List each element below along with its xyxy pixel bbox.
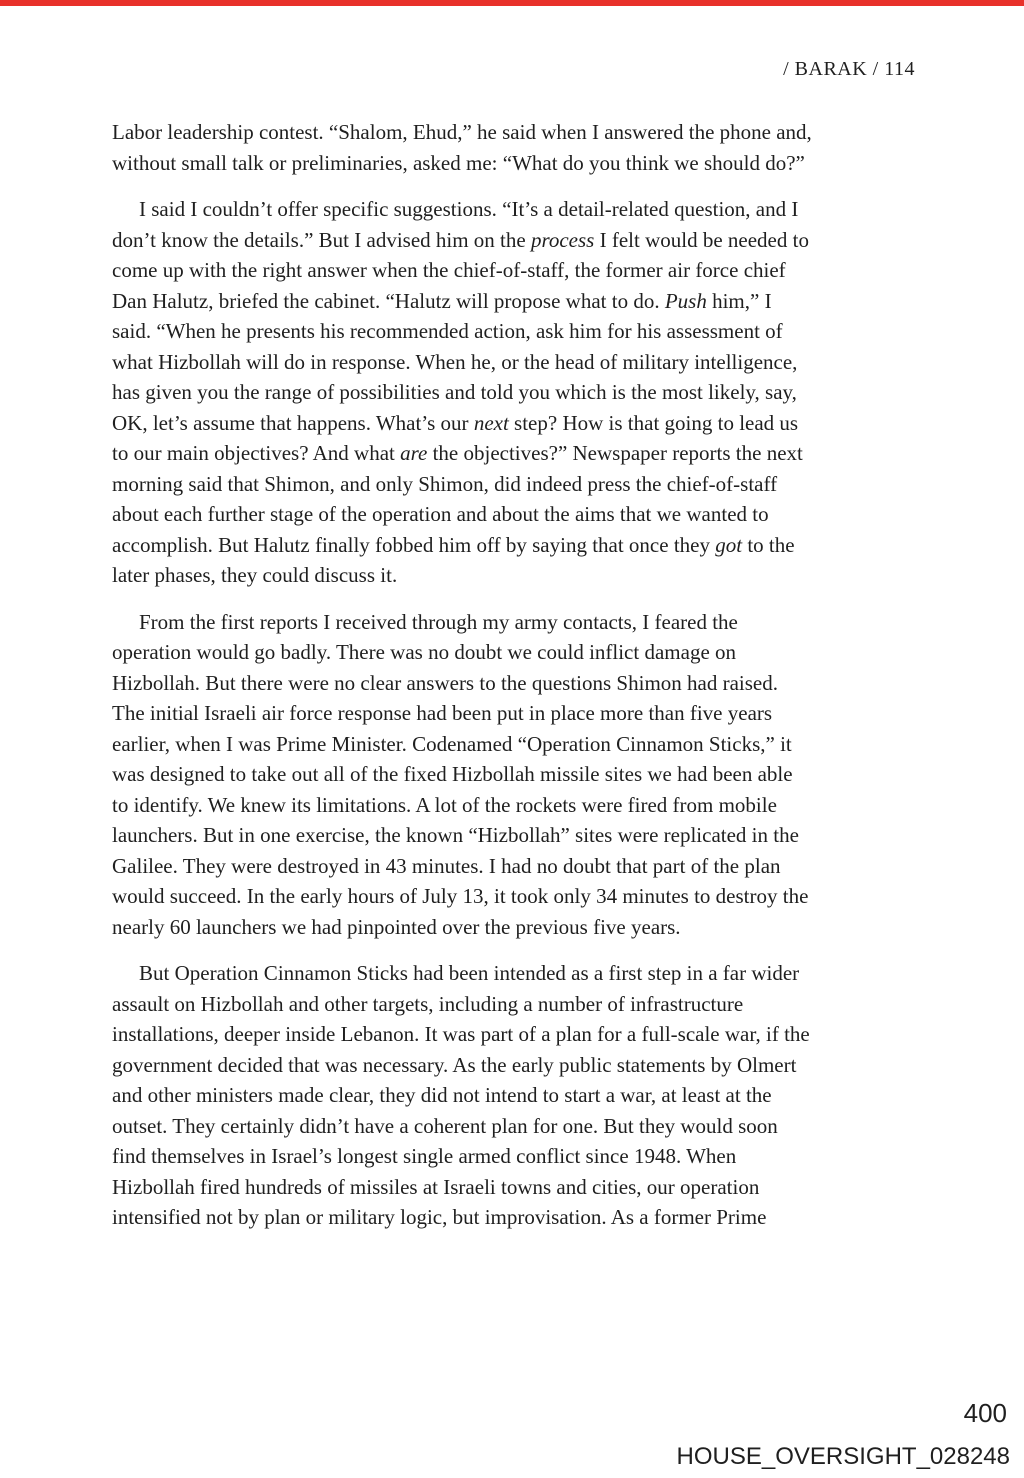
text-line <box>112 1172 918 1203</box>
text-segment: step? How is that going to lead us <box>508 410 799 435</box>
text-line <box>112 912 918 943</box>
text-line <box>112 347 918 378</box>
text-segment: assault on Hizbollah and other targets, including a number of infrastructure <box>112 991 744 1016</box>
text-segment: Labor leadership contest. “Shalom, Ehud,” he said when I answered the phone and, <box>112 120 812 144</box>
text-line <box>112 607 918 638</box>
text-segment: OK, let’s assume that happens. What’s our <box>112 410 474 435</box>
text-line <box>112 117 918 148</box>
text-segment: find themselves in Israel’s longest single armed conflict since 1948. When <box>112 1144 737 1168</box>
text-segment: Hizbollah. But there were no clear answers to the questions Shimon had raised. <box>112 670 778 695</box>
paragraph <box>112 194 918 591</box>
document-body <box>112 117 918 1249</box>
text-segment: morning said that Shimon, and only Shimon, did indeed press the chief-of-staff <box>112 471 778 496</box>
text-line <box>112 530 918 561</box>
text-segment: him,” I <box>706 288 772 313</box>
text-segment: about each further stage of the operation and about the aims that we wanted to <box>112 502 769 526</box>
text-line <box>112 316 918 347</box>
text-segment: has given you the range of possibilities and told you which is the most likely, say, <box>112 380 797 404</box>
text-segment: to our main objectives? And what <box>112 441 401 465</box>
italic-text: got <box>715 532 743 557</box>
text-segment: Galilee. They were destroyed in 43 minutes. I had no doubt that part of the plan <box>112 853 781 878</box>
text-segment: installations, deeper inside Lebanon. It was part of a plan for a full-scale war, if the <box>112 1022 810 1046</box>
text-line <box>112 958 918 989</box>
text-segment: don’t know the details.” But I advised him on the <box>112 227 531 252</box>
paragraph <box>112 607 918 943</box>
text-line <box>112 989 918 1020</box>
text-line <box>112 255 918 286</box>
italic-text: next <box>473 410 509 435</box>
text-line <box>112 286 918 317</box>
text-line <box>112 1202 918 1233</box>
text-line <box>112 790 918 821</box>
text-segment: operation would go badly. There was no doubt we could inflict damage on <box>112 640 737 664</box>
text-segment: government decided that was necessary. As the early public statements by Olmert <box>112 1052 797 1077</box>
text-segment: come up with the right answer when the chief-of-staff, the former air force chief <box>112 258 786 282</box>
text-segment: to identify. We knew its limitations. A lot of the rockets were fired from mobile <box>112 792 777 817</box>
text-segment: outset. They certainly didn’t have a coherent plan for one. But they would soon <box>112 1113 778 1138</box>
text-segment: would succeed. In the early hours of July 13, it took only 34 minutes to destroy the <box>112 884 809 908</box>
top-red-line <box>0 0 1024 6</box>
paragraph <box>112 117 918 178</box>
text-line <box>112 194 918 225</box>
text-line <box>112 729 918 760</box>
text-line <box>112 499 918 530</box>
text-line <box>112 851 918 882</box>
text-line <box>112 698 918 729</box>
text-segment: to the <box>742 532 795 557</box>
text-segment: I said I couldn’t offer specific suggestions. “It’s a detail-related question, and I <box>139 197 799 221</box>
text-segment: From the first reports I received through my army contacts, I feared the <box>139 609 738 634</box>
text-segment: nearly 60 launchers we had pinpointed over the previous five years. <box>112 914 681 939</box>
text-line <box>112 1141 918 1172</box>
text-segment: without small talk or preliminaries, asked me: “What do you think we should do?” <box>112 150 805 175</box>
running-header: / BARAK / 114 <box>783 58 915 80</box>
text-segment: Dan Halutz, briefed the cabinet. “Halutz will propose what to do. <box>112 288 665 313</box>
text-line <box>112 759 918 790</box>
text-line <box>112 637 918 668</box>
text-line <box>112 148 918 179</box>
text-line <box>112 408 918 439</box>
text-segment: and other ministers made clear, they did not intend to start a war, at least at the <box>112 1083 772 1107</box>
text-line <box>112 560 918 591</box>
text-segment: was designed to take out all of the fixed Hizbollah missile sites we had been able <box>112 762 793 786</box>
text-line <box>112 438 918 469</box>
text-line <box>112 377 918 408</box>
text-line <box>112 1111 918 1142</box>
text-line <box>112 881 918 912</box>
italic-text: are <box>400 441 428 465</box>
text-line <box>112 469 918 500</box>
text-line <box>112 1050 918 1081</box>
italic-text: Push <box>664 288 707 313</box>
text-segment: The initial Israeli air force response had been put in place more than five years <box>112 701 773 725</box>
text-segment: what Hizbollah will do in response. When he, or the head of military intelligence, <box>112 349 798 374</box>
bates-stamp: HOUSE_OVERSIGHT_028248 <box>676 1443 1010 1470</box>
text-line <box>112 1019 918 1050</box>
text-segment: But Operation Cinnamon Sticks had been intended as a first step in a far wider <box>139 961 800 985</box>
text-line <box>112 1080 918 1111</box>
text-segment: intensified not by plan or military logic, but improvisation. As a former Prime <box>112 1205 767 1229</box>
text-line <box>112 668 918 699</box>
text-line <box>112 820 918 851</box>
text-segment: Hizbollah fired hundreds of missiles at Israeli towns and cities, our operation <box>112 1174 760 1199</box>
text-line <box>112 225 918 256</box>
text-segment: accomplish. But Halutz finally fobbed him off by saying that once they <box>112 532 716 557</box>
italic-text: process <box>530 227 595 252</box>
text-segment: earlier, when I was Prime Minister. Codenamed “Operation Cinnamon Sticks,” it <box>112 731 792 756</box>
text-segment: the objectives?” Newspaper reports the next <box>427 441 803 465</box>
text-segment: later phases, they could discuss it. <box>112 563 398 587</box>
text-segment: I felt would be needed to <box>594 227 809 252</box>
paragraph <box>112 958 918 1233</box>
text-segment: launchers. But in one exercise, the known “Hizbollah” sites were replicated in the <box>112 823 799 847</box>
page-number: 400 <box>963 1398 1007 1428</box>
text-segment: said. “When he presents his recommended action, ask him for his assessment of <box>112 319 783 343</box>
